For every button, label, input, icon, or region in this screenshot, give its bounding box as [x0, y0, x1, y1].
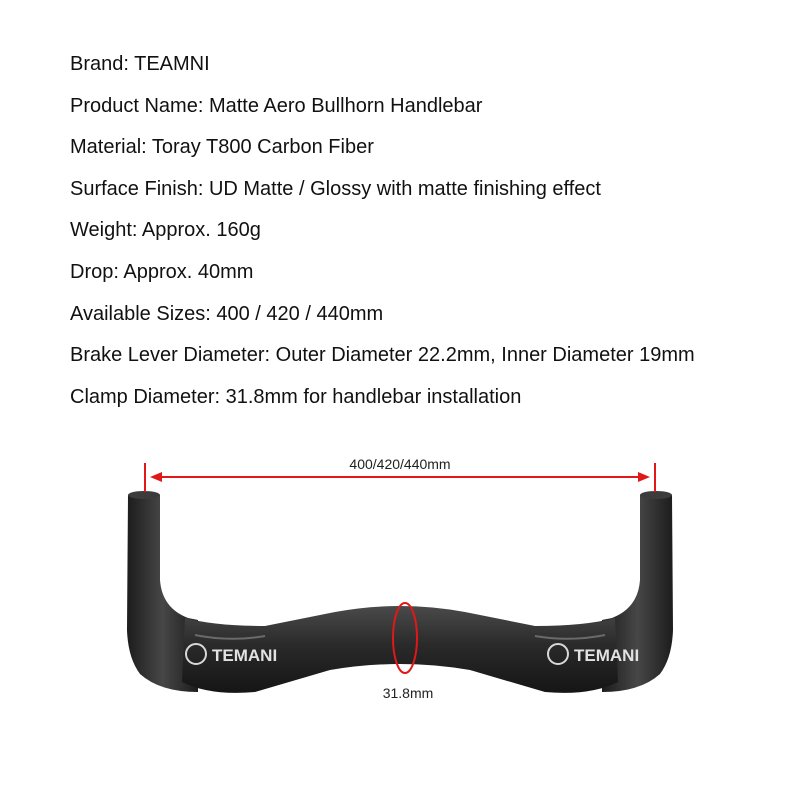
left-horn-end: [128, 491, 160, 499]
handlebar-logo-left: TEMANI: [212, 646, 278, 665]
arrow-left-icon: [150, 472, 162, 482]
spec-weight: Weight: Approx. 160g: [70, 219, 261, 242]
spec-brand: Brand: TEAMNI: [70, 53, 210, 75]
handlebar-logo-right: TEMANI: [574, 646, 640, 665]
spec-product-name: Product Name: Matte Aero Bullhorn Handlebar: [70, 94, 483, 117]
spec-list: [70, 44, 695, 418]
spec-clamp-diameter: Clamp Diameter: 31.8mm for handlebar installation: [70, 385, 522, 408]
spec-available-sizes: Available Sizes: 400 / 420 / 440mm: [70, 302, 384, 325]
handlebar-figure: [0, 430, 800, 730]
clamp-label: 31.8mm: [382, 685, 434, 701]
spec-brake-lever-diameter: Brake Lever Diameter: Outer Diameter 22.2mm, Inner Diameter 19mm: [70, 344, 695, 367]
spec-material: Material: Toray T800 Carbon Fiber: [70, 136, 374, 159]
spec-drop: Drop: Approx. 40mm: [70, 260, 254, 283]
spec-surface-finish: Surface Finish: UD Matte / Glossy with matte finishing effect: [70, 177, 601, 200]
width-label: 400/420/440mm: [349, 456, 451, 472]
right-horn-end: [640, 491, 672, 499]
arrow-right-icon: [638, 472, 650, 482]
handlebar-image: [127, 491, 673, 693]
width-dimension: [145, 456, 655, 492]
handlebar-diagram: [0, 430, 800, 730]
